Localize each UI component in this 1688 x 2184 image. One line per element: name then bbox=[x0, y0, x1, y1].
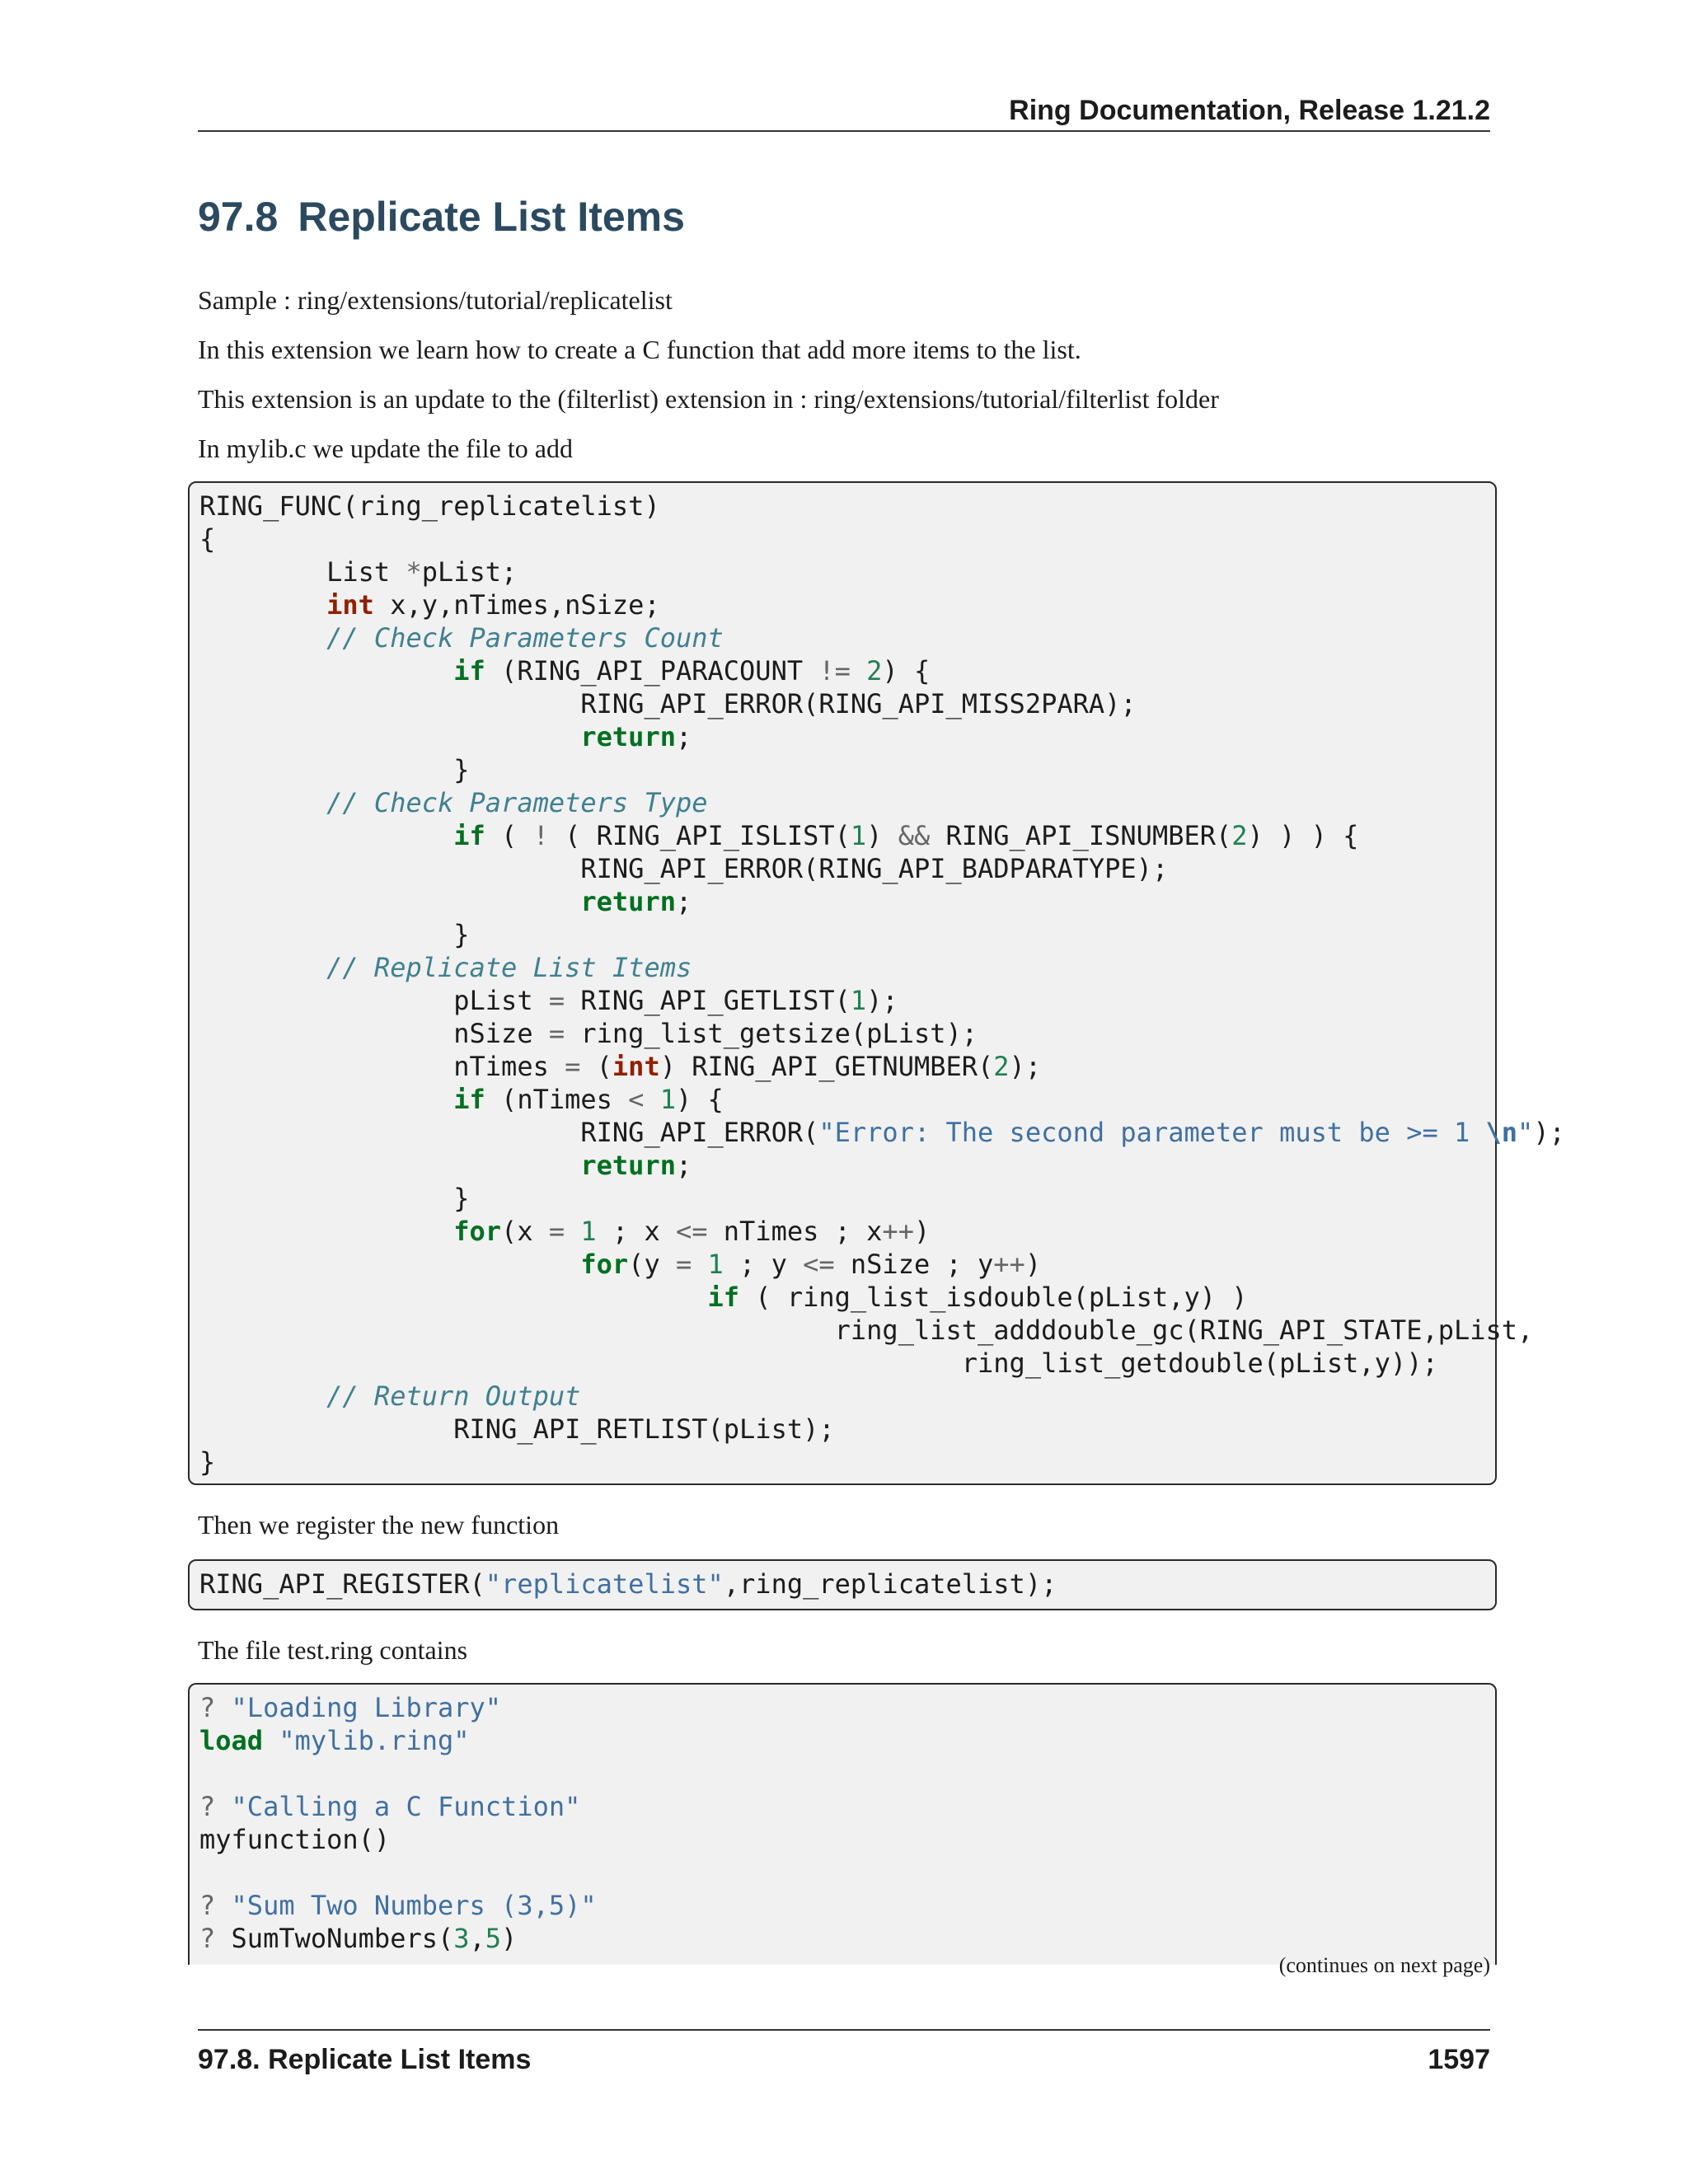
mylib-paragraph: In mylib.c we update the file to add bbox=[198, 434, 573, 463]
section-title: Replicate List Items bbox=[298, 194, 685, 240]
code-lines: RING_FUNC(ring_replicatelist) { List *pList; int x,y,nTimes,nSize; // Check Parameters Count if (RING_API_PARACOUNT != 2) { RING_API_ERROR(RING_API_MISS2PARA); return; } // Check Parameters Type if ( ! ( RING_API_ISLIST(1) && RING_API_ISNUMBER(2) ) ) { RING_API_ERROR(RING_API_BADPARATYPE); return; } // Replicate List Items pList = RING_API_GETLIST(1); nSize = ring_list_getsize(pList); nTimes = (int) RING_API_GETNUMBER(2); if (nTimes < 1) { RING_API_ERROR("Error: The second parameter must be >= 1 \n"); return; } for(x = 1 ; x <= nTimes ; x++) for(y = 1 ; y <= nSize ; y++) if ( ring_list_isdouble(pList,y) ) ring_list_adddouble_gc(RING_API_STATE,pList, ring_list_getdouble(pList,y)); // Return Output RING_API_RETLIST(pList); } bbox=[199, 490, 1565, 1478]
document-title: Ring Documentation, Release 1.21.2 bbox=[1009, 95, 1490, 126]
section-heading bbox=[198, 193, 685, 241]
footer-section: 97.8. Replicate List Items bbox=[198, 2044, 532, 2075]
testfile-paragraph: The file test.ring contains bbox=[198, 1635, 468, 1665]
register-code-block bbox=[188, 1559, 1497, 1610]
running-footer bbox=[198, 2029, 1490, 2076]
code-lines: RING_API_REGISTER("replicatelist",ring_replicatelist); bbox=[199, 1568, 1057, 1600]
sample-path-paragraph: Sample : ring/extensions/tutorial/replicatelist bbox=[198, 285, 673, 315]
update-paragraph: This extension is an update to the (filterlist) extension in : ring/extensions/tutorial/filterlist folder bbox=[198, 384, 1219, 414]
running-header bbox=[198, 92, 1490, 132]
section-number: 97.8 bbox=[198, 194, 279, 240]
page-number: 1597 bbox=[1428, 2044, 1490, 2075]
c-function-code-block bbox=[188, 481, 1565, 1485]
intro-paragraph: In this extension we learn how to create a C function that add more items to the list. bbox=[198, 335, 1081, 364]
code-lines: ? "Loading Library" load "mylib.ring" ? "Calling a C Function" myfunction() ? "Sum Two Numbers (3,5)" ? SumTwoNumbers(3,5) bbox=[199, 1692, 597, 1954]
test-ring-code-block bbox=[188, 1683, 1497, 1965]
register-paragraph: Then we register the new function bbox=[198, 1510, 560, 1540]
continues-note: (continues on next page) bbox=[1278, 1953, 1490, 1977]
